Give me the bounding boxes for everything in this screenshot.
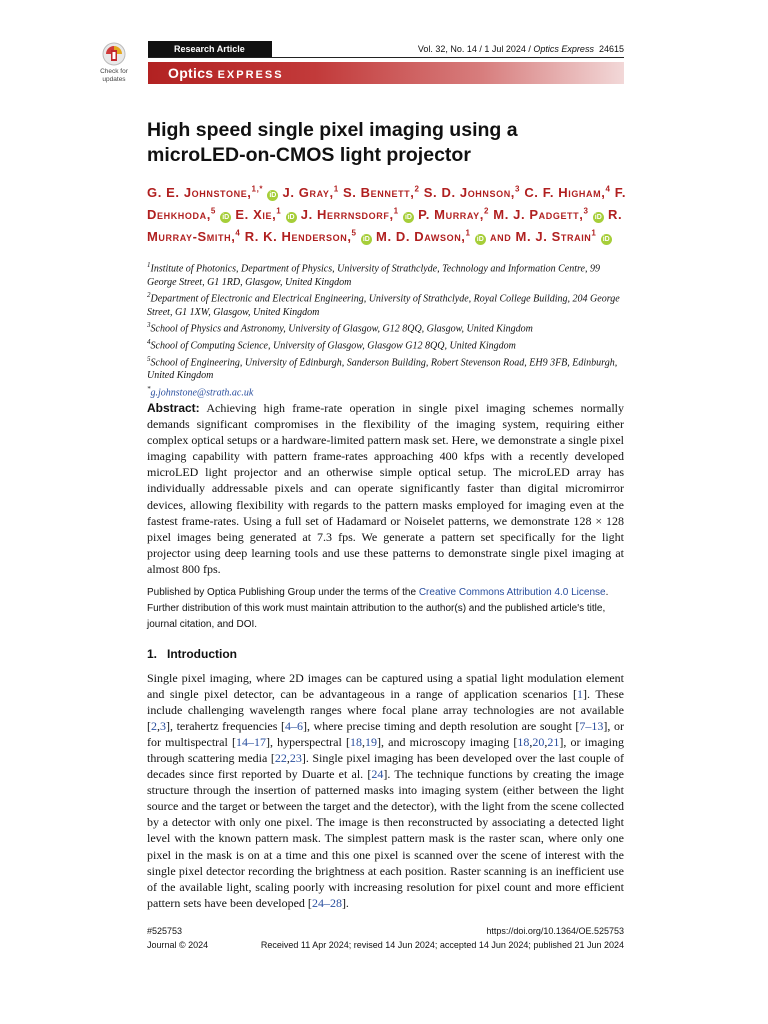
author-affiliation-mark: 2	[484, 206, 490, 216]
affiliation-text: School of Computing Science, University of Glasgow, Glasgow G12 8QQ, United Kingdom	[150, 340, 516, 352]
affiliation-text: School of Physics and Astronomy, University of Glasgow, G12 8QQ, Glasgow, United Kingdom	[150, 323, 533, 335]
citation-link[interactable]: 24–28	[311, 895, 342, 910]
author	[418, 207, 489, 222]
author-name: G. E. Johnstone,	[147, 185, 252, 201]
orcid-icon[interactable]: iD	[602, 235, 610, 243]
citation-link[interactable]: 4–6	[284, 719, 303, 734]
orcid-icon[interactable]: iD	[222, 214, 230, 222]
intro-text: ].	[341, 895, 349, 910]
author-affiliation-mark: 3	[583, 206, 589, 216]
author-affiliation-mark: 1	[333, 185, 339, 194]
author-name: C. F. Higham,	[524, 185, 606, 201]
author-affiliation-mark: 1	[465, 228, 471, 238]
title-line-2: microLED-on-CMOS light projector	[147, 144, 471, 166]
orcid-icon[interactable]: iD	[476, 235, 484, 243]
author-name: M. J. Padgett,	[493, 207, 584, 223]
affiliation-number: 5	[147, 354, 151, 363]
brand-sub: EXPRESS	[217, 69, 284, 81]
author-list	[147, 181, 627, 246]
citation-link[interactable]: 14–17	[236, 735, 266, 750]
author	[376, 229, 486, 244]
publication-dates: Received 11 Apr 2024; revised 14 Jun 2024; accepted 14 Jun 2024; published 21 Jun 2024	[260, 940, 624, 950]
badge-text-line-1: Check for	[100, 68, 128, 75]
abstract-text: Achieving high frame-rate operation in single pixel imaging schemes normally demands significant compromises in the flexibility of the imaging system, requiring either complex optical setups or a hardware-limited pattern mask set. Here, we demonstrate a single pixel imaging capability with pattern frame-rates approaching 400 kfps with a recently developed microLED light projector and an otherwise simple optical setup. The microLED array has individually addressable pixels and can operate significantly faster than digital micromirror devices, allowing flexibility with regards to the pattern masks employed for imaging even at the fastest frame-rates. Using a full set of Hadamard or Noiselet patterns, we demonstrate 128 × 128 pixel images being generated at 7.3 fps. We generate a pattern set specifically for the light projector using deep learning tools and use these patterns to demonstrate single pixel imaging at almost 800 fps.	[147, 401, 625, 576]
orcid-icon[interactable]: iD	[287, 214, 295, 222]
author-name: S. Bennett,	[342, 185, 415, 201]
intro-text: ], hyperspectral [	[266, 735, 350, 750]
affiliation-text: Institute of Photonics, Department of Physics, University of Strathclyde, Technology and Information Centre, 99 George Street, G1 1RD, Glasgow, United Kingdom	[147, 263, 600, 288]
author-affiliation-mark: 1,*	[251, 185, 264, 194]
page-footer	[147, 924, 624, 952]
citation-link[interactable]: 24	[371, 767, 384, 782]
abstract	[147, 400, 624, 577]
author	[283, 185, 339, 200]
author-affiliation-mark: 1	[276, 206, 282, 216]
author-affiliation-mark: 1	[393, 206, 399, 216]
intro-text: ,	[544, 735, 548, 750]
doi-link[interactable]: https://doi.org/10.1364/OE.525753	[486, 926, 624, 936]
journal-header	[148, 41, 624, 58]
check-for-updates-badge[interactable]	[92, 42, 136, 90]
affiliation-number: 4	[147, 338, 151, 347]
email-address[interactable]: g.johnstone@strath.ac.uk	[150, 387, 254, 399]
article-type-label: Research Article	[148, 41, 272, 57]
author-name: M. D. Dawson,	[376, 228, 466, 244]
author-affiliation-mark: 5	[210, 206, 216, 216]
citation-link[interactable]: 23	[289, 751, 302, 766]
corresponding-email[interactable]	[147, 383, 627, 400]
citation-link[interactable]: 7–13	[579, 719, 604, 734]
author	[343, 185, 420, 200]
intro-text: ,	[157, 719, 160, 734]
volume-text: Vol. 32, No. 14 / 1 Jul 2024 /	[417, 44, 534, 54]
affiliation-number: 3	[147, 321, 151, 330]
intro-text: ,	[286, 751, 290, 766]
crossmark-icon	[102, 42, 126, 66]
author-name: F. Dehkhoda,	[147, 185, 627, 223]
citation-link[interactable]: 19	[364, 735, 377, 750]
affiliation	[147, 289, 627, 319]
affiliation	[147, 319, 627, 336]
affiliation-number: 1	[147, 261, 151, 269]
citation-link[interactable]: 3	[160, 719, 166, 734]
citation-link[interactable]: 21	[547, 735, 560, 750]
intro-text: ]. These include challenging wavelength ranges where focal plane array technologies are not available [	[147, 687, 624, 734]
author	[245, 229, 372, 244]
author-name: R. K. Henderson,	[244, 228, 352, 244]
orcid-icon[interactable]: iD	[594, 214, 602, 222]
author	[524, 185, 610, 200]
author-name: P. Murray,	[418, 207, 484, 223]
email-marker: *	[147, 384, 151, 393]
citation-link[interactable]: 20	[532, 735, 545, 750]
author-name: J. Herrnsdorf,	[300, 207, 394, 223]
orcid-icon[interactable]: iD	[269, 192, 277, 200]
author-affiliation-mark: 2	[414, 185, 420, 194]
affiliation	[147, 353, 627, 383]
author-name: J. Gray,	[282, 185, 334, 201]
author-name: R. Murray-Smith,	[147, 207, 623, 244]
intro-text: ,	[361, 735, 365, 750]
abstract-heading: Abstract:	[147, 401, 200, 415]
journal-name: Optics Express	[533, 44, 594, 54]
badge-text	[92, 68, 136, 84]
author	[493, 207, 603, 222]
intro-text: ], terahertz frequencies [	[166, 719, 285, 734]
intro-text: ,	[529, 735, 533, 750]
affiliation-number: 2	[147, 291, 151, 300]
license-text-before: Published by Optica Publishing Group under the terms of the	[147, 587, 419, 598]
intro-text: ]. The technique functions by creating the image structure through the insertion of patterned masks into imaging system (either between the light source and the target or between the target and the detector), with the light from the scene collected by a detector with only one pixel. The image is then reconstructed by associating a detected light level with the known pattern mask. The simplest pattern mask is the raster scan, where only one pixel in the mask is on at a time and this one pixel is scanned over the scene of interest with the single pixel detector recording the brightness at each position. Raster scanning is an inefficient use of the available light, scaling poorly with increasing resolution for pixel count and more efficient pattern sets have been developed [	[147, 767, 624, 910]
journal-logo	[168, 65, 284, 81]
intro-text: ], or for multispectral [	[147, 719, 624, 750]
intro-text: ]. Single pixel imaging has been developed over the last couple of decades since first reported by Duarte et al. [	[147, 751, 625, 782]
author-affiliation-mark: 4	[235, 228, 241, 238]
cc-license-link[interactable]: Creative Commons Attribution 4.0 License	[418, 587, 606, 598]
author-affiliation-mark: 3	[515, 185, 521, 194]
citation-link[interactable]: 2	[151, 719, 157, 734]
affiliation	[147, 259, 627, 289]
badge-text-line-2: updates	[102, 76, 126, 83]
article-id: #525753	[147, 926, 183, 936]
intro-text: ], and microscopy imaging [	[376, 735, 518, 750]
intro-text: ], or imaging through scattering media [	[147, 735, 624, 766]
author	[235, 207, 296, 222]
affiliation-text: Department of Electronic and Electrical Engineering, University of Strathclyde, Royal College Building, 204 George Street, G1 1XW, Glasgow, United Kingdom	[147, 293, 620, 318]
author-affiliation-mark: 5	[351, 228, 357, 238]
orcid-icon[interactable]: iD	[404, 214, 412, 222]
author-name: E. Xie,	[235, 207, 277, 223]
author-name: S. D. Johnson,	[423, 185, 516, 201]
brand-main: Optics	[168, 65, 214, 81]
author-affiliation-mark: 1	[591, 228, 597, 238]
citation-link[interactable]: 1	[577, 687, 583, 702]
citation-link[interactable]: 18	[349, 735, 362, 750]
citation-link[interactable]: 22	[274, 751, 287, 766]
introduction-paragraph	[147, 670, 624, 911]
author-name: and M. J. Strain	[490, 228, 592, 244]
journal-copyright: Journal © 2024	[147, 940, 209, 950]
license-notice	[147, 585, 624, 633]
page-number: 24615	[598, 44, 624, 54]
license-text-after: . Further distribution of this work must maintain attribution to the author(s) and the published article's title, journal citation, and DOI.	[147, 587, 609, 630]
affiliation-list	[147, 259, 627, 400]
affiliation	[147, 336, 627, 353]
author	[424, 185, 520, 200]
intro-text: ], where precise timing and depth resolution are sought [	[302, 719, 580, 734]
section-heading: 1. Introduction	[147, 647, 237, 661]
affiliation-text: School of Engineering, University of Edinburgh, Sanderson Building, Robert Stevenson Road, EH9 3FB, Edinburgh, United Kingdom	[147, 357, 618, 382]
author	[490, 229, 612, 244]
article-title	[147, 118, 627, 168]
author	[301, 207, 414, 222]
orcid-icon[interactable]: iD	[362, 235, 370, 243]
journal-brand-bar	[148, 62, 624, 84]
title-line-1: High speed single pixel imaging using a	[147, 119, 518, 141]
citation-link[interactable]: 18	[517, 735, 530, 750]
volume-info	[418, 41, 624, 57]
intro-text: Single pixel imaging, where 2D images can be captured using a spatial light modulation element and single pixel detector, can be advantageous in a range of application scenarios [	[147, 671, 624, 702]
author-affiliation-mark: 4	[605, 185, 611, 194]
author	[147, 185, 278, 200]
